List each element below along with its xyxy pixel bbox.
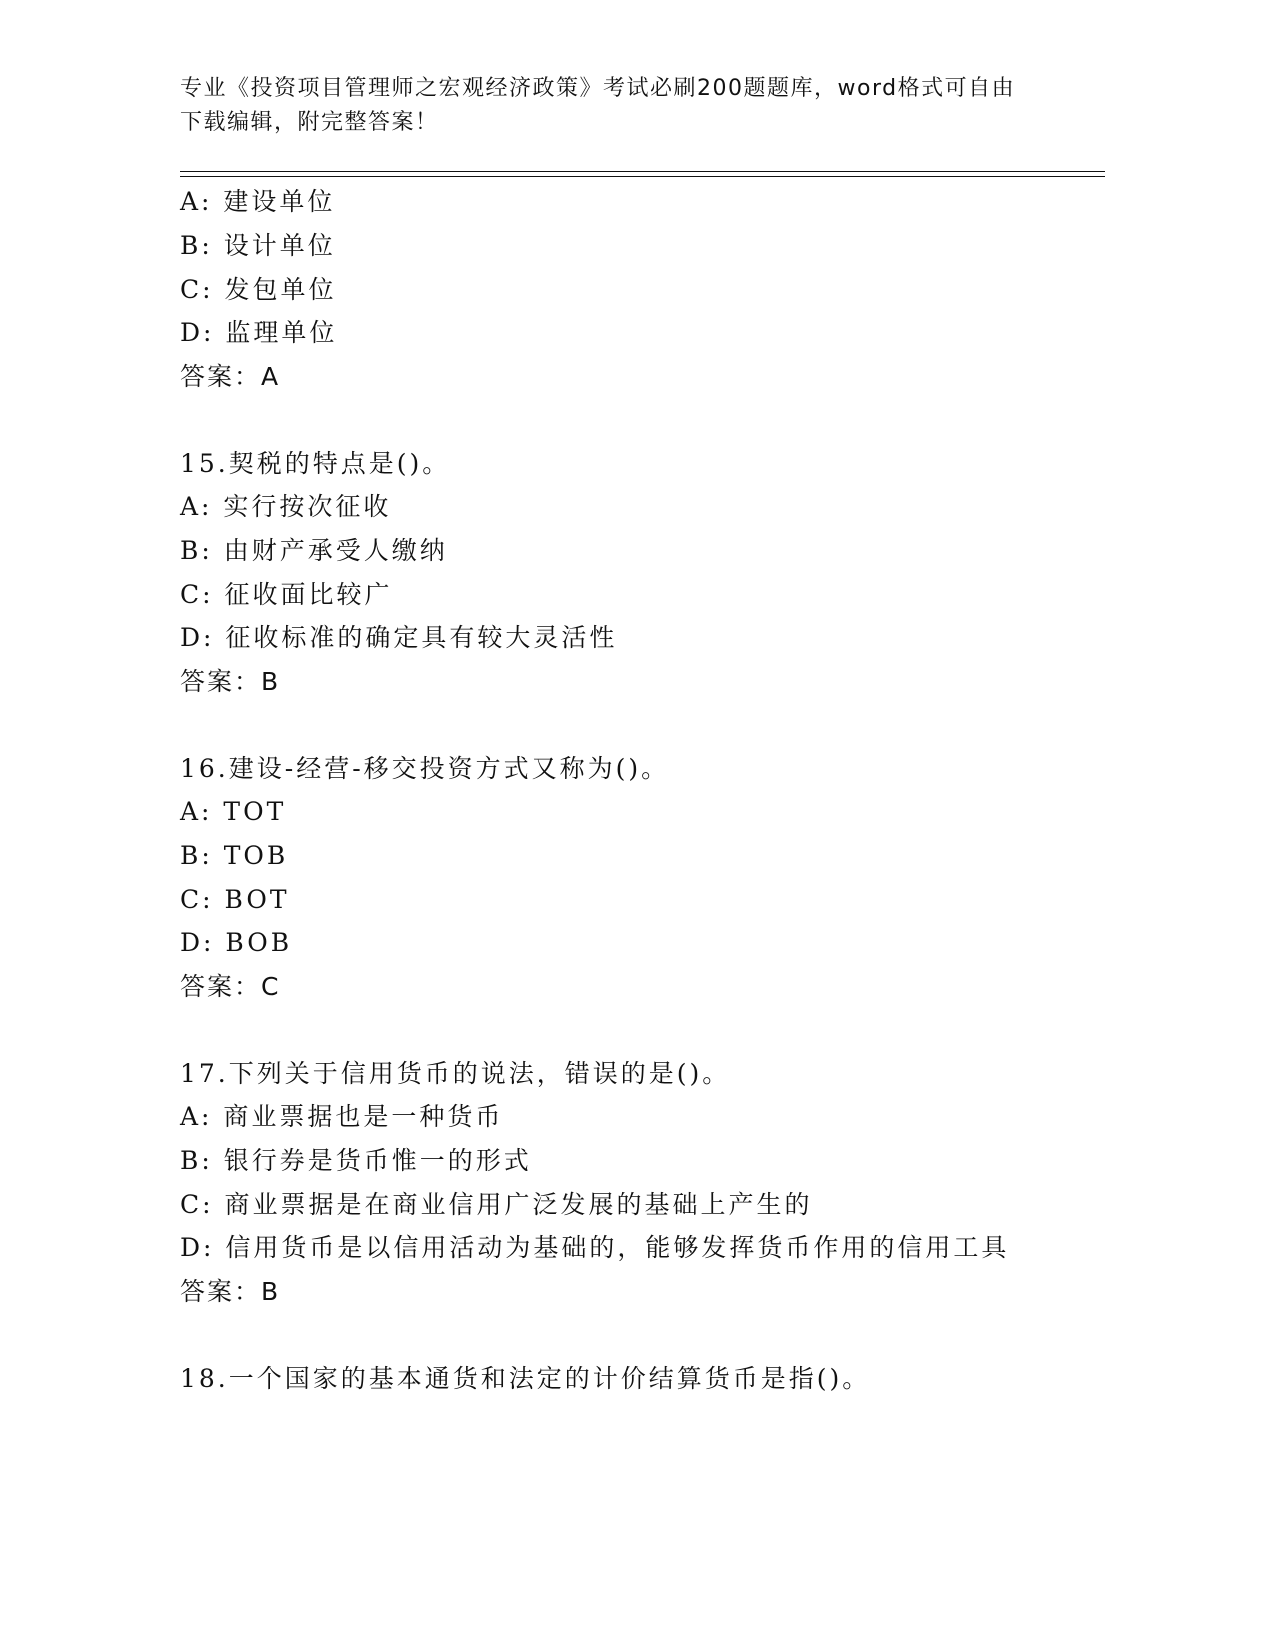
q15-option-a: A: 实行按次征收 xyxy=(180,492,392,521)
q14-option-a: A: 建设单位 xyxy=(180,187,336,216)
header-title-line-1: 专业《投资项目管理师之宏观经济政策》考试必刷200题题库，word格式可自由 xyxy=(180,76,1016,101)
q17-option-a: A: 商业票据也是一种货币 xyxy=(180,1102,504,1131)
q17-option-d: D: 信用货币是以信用活动为基础的，能够发挥货币作用的信用工具 xyxy=(180,1233,1010,1262)
q14-answer: 答案：A xyxy=(180,362,281,391)
q15-option-b: B: 由财产承受人缴纳 xyxy=(180,536,448,565)
document-header xyxy=(180,72,1100,140)
q17-option-c: C: 商业票据是在商业信用广泛发展的基础上产生的 xyxy=(180,1190,813,1219)
q14-option-d: D: 监理单位 xyxy=(180,318,338,347)
header-rule-top xyxy=(180,171,1105,172)
header-rule-bottom xyxy=(180,176,1105,177)
q16-option-c: C: BOT xyxy=(180,885,290,914)
q16-option-a: A: TOT xyxy=(180,797,287,826)
q18-question: 18.一个国家的基本通货和法定的计价结算货币是指()。 xyxy=(180,1364,871,1393)
q16-option-d: D: BOB xyxy=(180,928,293,957)
q15-option-c: C: 征收面比较广 xyxy=(180,580,393,609)
q15-answer: 答案：B xyxy=(180,667,281,696)
q15-question: 15.契税的特点是()。 xyxy=(180,449,451,478)
q16-answer: 答案：C xyxy=(180,972,281,1001)
q16-option-b: B: TOB xyxy=(180,841,289,870)
q17-option-b: B: 银行券是货币惟一的形式 xyxy=(180,1146,532,1175)
header-title-line-2: 下载编辑，附完整答案！ xyxy=(180,110,439,135)
q15-option-d: D: 征收标准的确定具有较大灵活性 xyxy=(180,623,618,652)
q14-option-c: C: 发包单位 xyxy=(180,275,337,304)
q16-question: 16.建设-经营-移交投资方式又称为()。 xyxy=(180,754,670,783)
q14-option-b: B: 设计单位 xyxy=(180,231,336,260)
q17-question: 17.下列关于信用货币的说法，错误的是()。 xyxy=(180,1059,731,1088)
q17-answer: 答案：B xyxy=(180,1277,281,1306)
